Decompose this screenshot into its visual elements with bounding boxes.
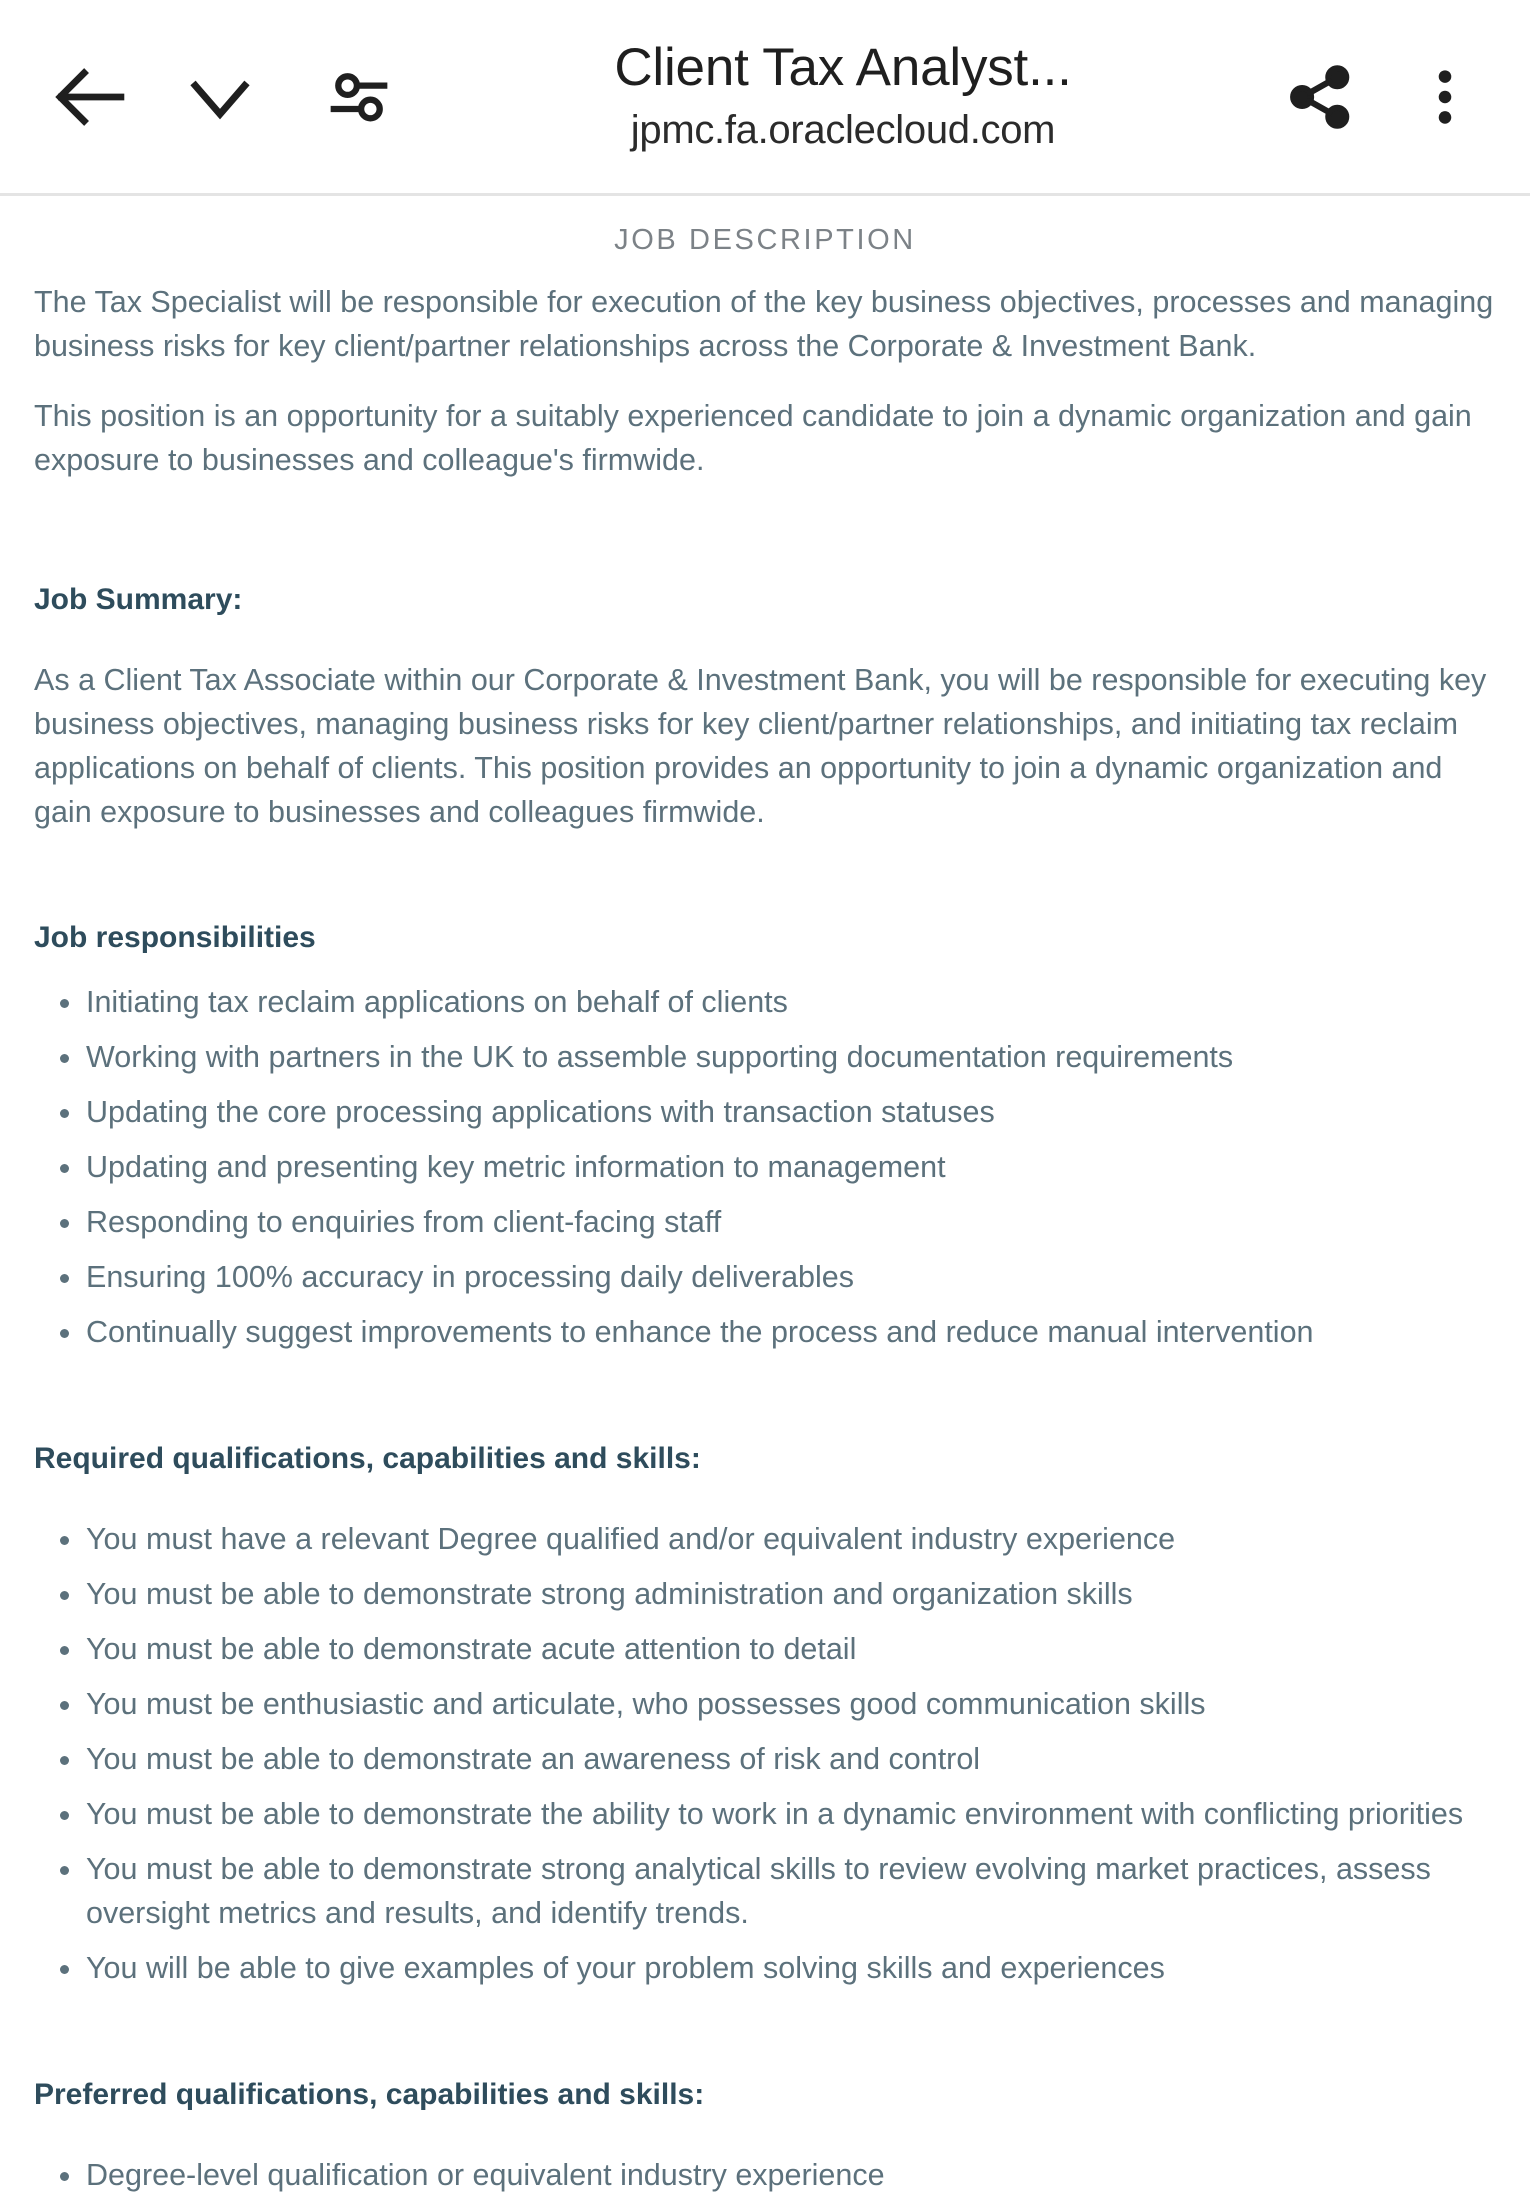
job-summary-body: As a Client Tax Associate within our Corporate & Investment Bank, you will be responsible for executing key business objectives, managing business risks for key client/partner relationships, and initiating tax reclaim applications on behalf of clients. This position provides an opportunity to join a dynamic organization and gain exposure to businesses and colleagues firmwide. bbox=[34, 663, 1487, 829]
list-item: You must have a relevant Degree qualified and/or equivalent industry experience bbox=[58, 1517, 1496, 1561]
job-responsibilities-heading: Job responsibilities bbox=[34, 921, 316, 954]
page-settings-button[interactable] bbox=[286, 42, 432, 152]
job-responsibilities-list bbox=[34, 980, 1496, 1354]
spacer bbox=[34, 506, 1496, 580]
browser-header bbox=[0, 0, 1530, 196]
list-item: You must be enthusiastic and articulate, who possesses good communication skills bbox=[58, 1682, 1496, 1726]
spacer bbox=[34, 1365, 1496, 1439]
list-item: Initiating tax reclaim applications on behalf of clients bbox=[58, 980, 1496, 1024]
list-item: You must be able to demonstrate the ability to work in a dynamic environment with conflicting priorities bbox=[58, 1792, 1496, 1836]
chevron-down-icon bbox=[182, 59, 258, 135]
list-item: Updating the core processing applications with transaction statuses bbox=[58, 1090, 1496, 1134]
list-item: You must be able to demonstrate strong analytical skills to review evolving market practices, assess oversight metrics and results, and identify trends. bbox=[58, 1847, 1496, 1935]
sliders-icon bbox=[323, 61, 395, 133]
list-item: Working with partners in the UK to assemble supporting documentation requirements bbox=[58, 1035, 1496, 1079]
list-item: Ensuring 100% accuracy in processing daily deliverables bbox=[58, 1255, 1496, 1299]
overflow-menu-button[interactable] bbox=[1386, 42, 1504, 152]
section-label: JOB DESCRIPTION bbox=[614, 224, 916, 256]
spacer bbox=[34, 2115, 1496, 2153]
list-item: You will be able to give examples of your problem solving skills and experiences bbox=[58, 1946, 1496, 1990]
intro-paragraph-1: The Tax Specialist will be responsible for execution of the key business objectives, processes and managing business risks for key client/partner relationships across the Corporate & Investment Bank. bbox=[34, 285, 1494, 363]
page-title: Client Tax Analyst... bbox=[614, 37, 1072, 97]
arrow-left-icon bbox=[51, 58, 129, 136]
page-url: jpmc.fa.oraclecloud.com bbox=[630, 107, 1056, 152]
spacer bbox=[34, 958, 1496, 980]
required-qualifications-list bbox=[34, 1517, 1496, 1990]
spacer bbox=[34, 860, 1496, 918]
address-bar[interactable] bbox=[432, 37, 1254, 157]
preferred-qualifications-list bbox=[34, 2153, 1496, 2197]
collapse-button[interactable] bbox=[154, 42, 286, 152]
job-summary-heading: Job Summary: bbox=[34, 583, 243, 616]
required-qualifications-heading: Required qualifications, capabilities and skills: bbox=[34, 1442, 701, 1475]
list-item: Responding to enquiries from client-facing staff bbox=[58, 1200, 1496, 1244]
share-icon bbox=[1283, 60, 1357, 134]
intro-paragraph-2: This position is an opportunity for a suitably experienced candidate to join a dynamic organization and gain exposure to businesses and colleague's firmwide. bbox=[34, 399, 1472, 477]
back-button[interactable] bbox=[26, 42, 154, 152]
spacer bbox=[34, 620, 1496, 658]
job-description-page bbox=[0, 196, 1530, 2192]
list-item: Continually suggest improvements to enhance the process and reduce manual intervention bbox=[58, 1310, 1496, 1354]
list-item: You must be able to demonstrate acute attention to detail bbox=[58, 1627, 1496, 1671]
spacer bbox=[34, 2001, 1496, 2075]
overflow-menu-icon bbox=[1410, 62, 1480, 132]
share-button[interactable] bbox=[1254, 42, 1386, 152]
list-item: Degree-level qualification or equivalent industry experience bbox=[58, 2153, 1496, 2197]
list-item: You must be able to demonstrate strong administration and organization skills bbox=[58, 1572, 1496, 1616]
preferred-qualifications-heading: Preferred qualifications, capabilities and skills: bbox=[34, 2078, 705, 2111]
list-item: Updating and presenting key metric information to management bbox=[58, 1145, 1496, 1189]
spacer bbox=[34, 1479, 1496, 1517]
list-item: You must be able to demonstrate an awareness of risk and control bbox=[58, 1737, 1496, 1781]
job-description-body bbox=[34, 258, 1496, 2197]
